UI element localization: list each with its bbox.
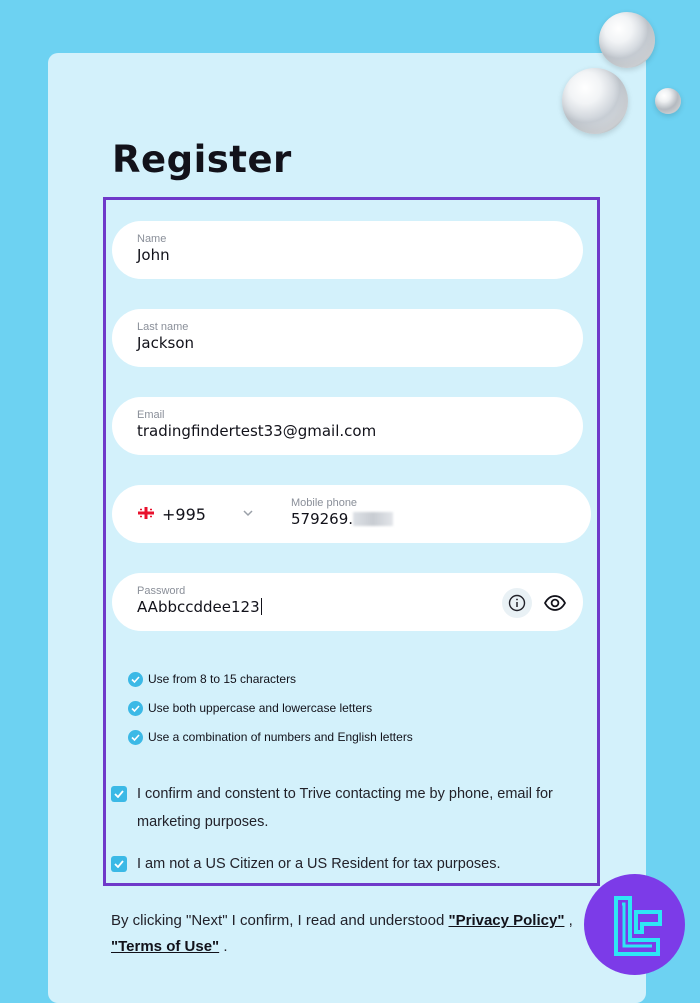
privacy-policy-link[interactable]: "Privacy Policy" — [448, 912, 565, 929]
password-rule — [128, 728, 413, 746]
password-info-button[interactable] — [502, 588, 532, 618]
terms-notice — [111, 908, 581, 960]
mobile-phone-label: Mobile phone — [291, 497, 358, 509]
us-citizen-text: I am not a US Citizen or a US Resident for tax purposes. — [137, 856, 501, 872]
name-label: Name — [137, 233, 167, 245]
show-password-button[interactable] — [540, 588, 570, 618]
info-icon — [508, 594, 526, 612]
password-input[interactable] — [137, 598, 262, 616]
us-citizen-checkbox[interactable] — [111, 856, 127, 872]
blurred-digits — [353, 512, 393, 526]
phone-field[interactable] — [112, 485, 591, 543]
marketing-consent-checkbox[interactable] — [111, 786, 127, 802]
country-code: +995 — [162, 505, 206, 524]
bubble-decoration — [599, 12, 655, 68]
us-citizen-consent — [111, 850, 581, 878]
mobile-phone-input[interactable] — [291, 510, 393, 528]
check-circle-icon — [128, 701, 143, 716]
marketing-consent — [111, 780, 581, 836]
mobile-phone-value: 579269. — [291, 510, 354, 528]
separator: , — [568, 912, 573, 929]
terms-of-use-link[interactable]: "Terms of Use" — [111, 938, 220, 955]
terms-notice-text: By clicking "Next" I confirm, I read and understood — [111, 912, 445, 929]
last-name-field[interactable] — [112, 309, 583, 367]
last-name-label: Last name — [137, 321, 189, 333]
password-label: Password — [137, 585, 186, 597]
name-field[interactable] — [112, 221, 583, 279]
check-circle-icon — [128, 730, 143, 745]
text-caret — [261, 598, 262, 615]
password-rule-text: Use a combination of numbers and English letters — [148, 730, 413, 744]
last-name-input[interactable]: Jackson — [137, 334, 195, 352]
page-title: Register — [112, 138, 292, 181]
check-circle-icon — [128, 672, 143, 687]
password-field[interactable] — [112, 573, 583, 631]
bubble-decoration — [562, 68, 628, 134]
email-label: Email — [137, 409, 165, 421]
georgia-flag-icon — [138, 507, 154, 519]
password-rule — [128, 699, 372, 717]
email-field[interactable] — [112, 397, 583, 455]
period: . — [223, 938, 228, 955]
password-value: AAbbccddee123 — [137, 598, 260, 616]
logo-mark-icon — [584, 874, 685, 975]
password-rule-text: Use from 8 to 15 characters — [148, 672, 297, 686]
password-rule-text: Use both uppercase and lowercase letters — [148, 701, 373, 715]
brand-logo — [584, 874, 685, 975]
chevron-down-icon[interactable] — [242, 507, 254, 519]
marketing-consent-text: I confirm and constent to Trive contacting me by phone, email for marketing purposes. — [137, 786, 553, 830]
bubble-decoration — [655, 88, 681, 114]
email-input[interactable]: tradingfindertest33@gmail.com — [137, 422, 377, 440]
eye-icon — [544, 595, 566, 611]
password-rule — [128, 670, 296, 688]
name-input[interactable]: John — [137, 246, 170, 264]
